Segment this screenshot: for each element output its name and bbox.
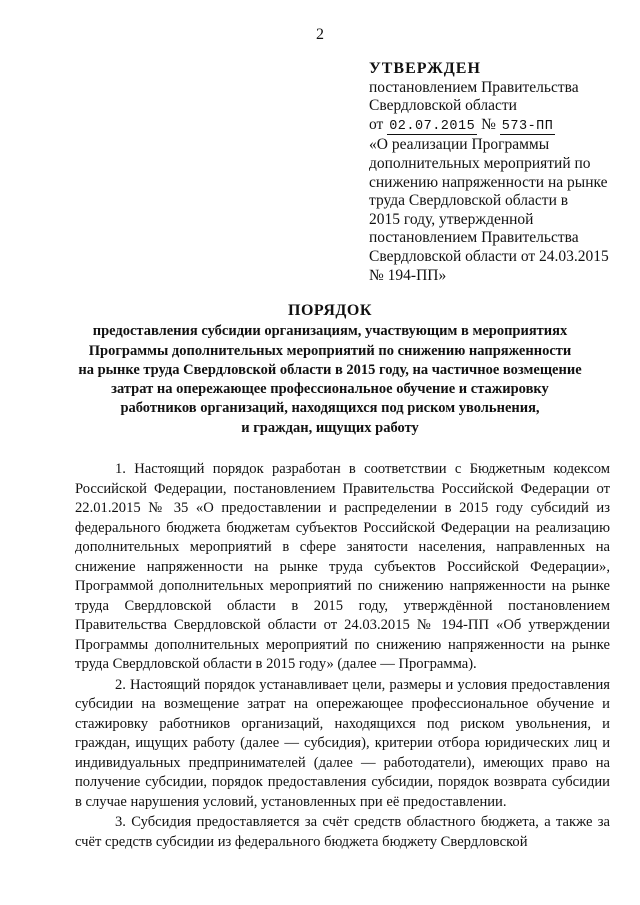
heading-line: на рынке труда Свердловской области в 2015 году, на частичное возмещение [78, 361, 582, 378]
document-heading [60, 301, 600, 438]
approval-date-number [369, 116, 619, 137]
approval-line: Свердловской области от 24.03.2015 [369, 247, 609, 265]
approval-line: труда Свердловской области в [369, 192, 569, 210]
approval-line: постановлением Правительства [369, 78, 579, 96]
paragraph-2: 2. Настоящий порядок устанавливает цели, размеры и условия предоставления субсидии на возмещение затрат на опережающее профессиональное обучение и стажировку работников организаций, находящихся под риском увольнения, и граждан, ищущих работу (далее — субсидия), критерии отбора юридических лиц и индивидуальных предпринимателей (далее — работодатели), имеющих право на получение субсидии, порядок предоставления субсидии, порядок возврата субсидии в случае нарушения условий, установленных при её предоставлении. [75, 676, 610, 810]
paragraph-1: 1. Настоящий порядок разработан в соответствии с Бюджетным кодексом Российской Федерации, постановлением Правительства Российской Федерации от 22.01.2015 № 35 «О предоставлении и распределении в 2015 году субсидий из федерального бюджета бюджетам субъектов Российской Федерации на реализацию дополнительных мероприятий в сфере занятости населения, направленных на снижение напряженности на рынке труда субъектов Российской Федерации», Программой дополнительных мероприятий по снижению напряженности на рынке труда Свердловской области в 2015 году, утверждённой постановлением Правительства Свердловской области от 24.03.2015 № 194-ПП «Об утверждении Программы дополнительных мероприятий по снижению напряженности на рынке труда Свердловской области в 2015 году» (далее — Программа). [75, 461, 610, 672]
approval-line: 2015 году, утвержденной [369, 210, 534, 228]
approval-line: «О реализации Программы [369, 136, 550, 154]
approval-block [369, 60, 619, 285]
heading-line: работников организаций, находящихся под риском увольнения, [120, 400, 540, 417]
document-body [75, 460, 610, 852]
approval-line: дополнительных мероприятий по [369, 154, 591, 172]
approval-line: постановлением Правительства [369, 229, 579, 247]
approval-line: снижению напряженности на рынке [369, 173, 608, 191]
approval-line: № 194-ПП» [369, 266, 447, 284]
approval-line: Свердловской области [369, 97, 517, 115]
page-number: 2 [316, 26, 324, 43]
approval-title: УТВЕРЖДЕН [369, 60, 481, 77]
approval-number: 573-ПП [501, 118, 554, 134]
heading-title: ПОРЯДОК [288, 302, 372, 319]
heading-line: предоставления субсидии организациям, участвующим в мероприятиях [92, 323, 568, 340]
paragraph-3: 3. Субсидия предоставляется за счёт средств областного бюджета, а также за счёт средств субсидии из федерального бюджета бюджету Свердловской [75, 814, 610, 850]
heading-line: и граждан, ищущих работу [241, 419, 419, 436]
date-prefix: от [369, 115, 384, 133]
heading-line: Программы дополнительных мероприятий по снижению напряженности [88, 342, 572, 359]
number-prefix: № [481, 115, 496, 133]
heading-line: затрат на опережающее профессиональное обучение и стажировку [111, 381, 549, 398]
approval-date: 02.07.2015 [389, 118, 476, 134]
